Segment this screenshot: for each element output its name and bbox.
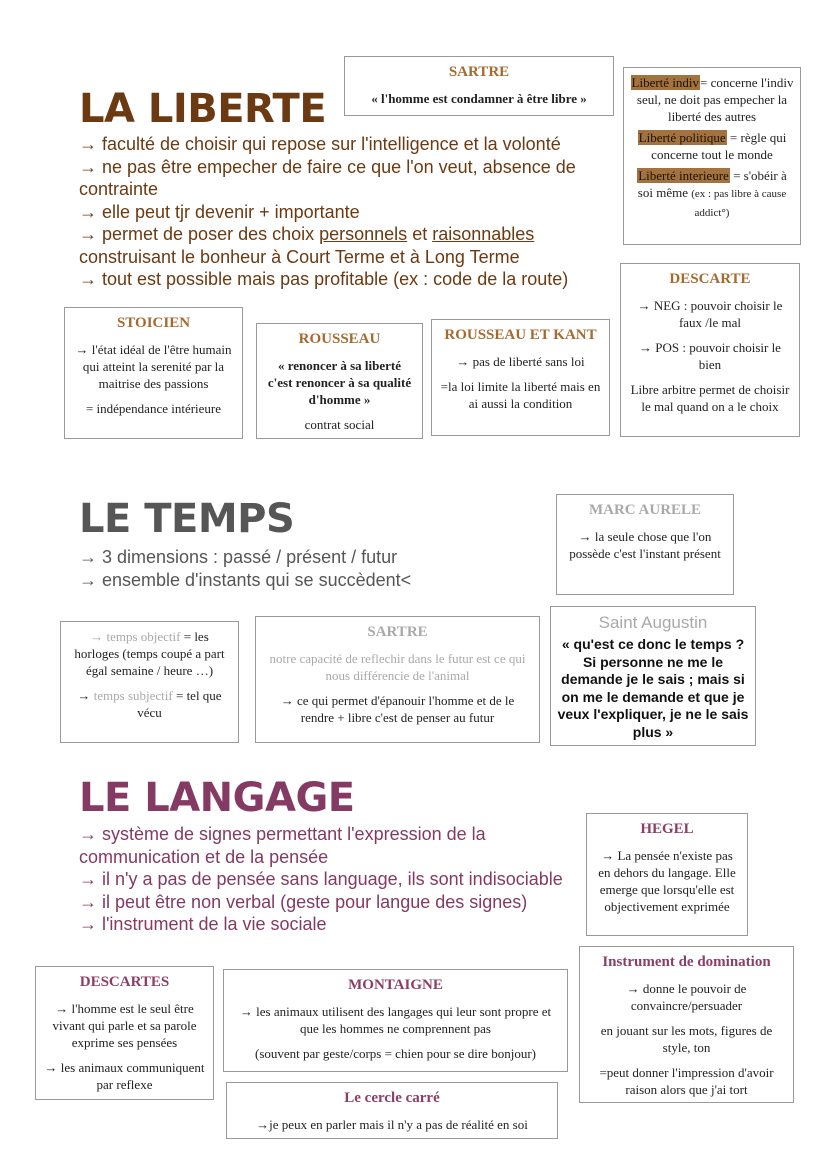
highlight-label: Liberté interieure — [638, 168, 729, 183]
liberte-bullets — [79, 133, 619, 291]
box-text: = les horloges (temps coupé a part égal semaine / heure …) — [74, 629, 225, 678]
box-title: MONTAIGNE — [348, 977, 443, 993]
liberte-title: LA LIBERTE — [79, 86, 327, 132]
marc-aurele-box — [556, 494, 734, 595]
cercle-carre-box — [226, 1082, 558, 1139]
box-title: SARTRE — [367, 624, 428, 640]
langage-title: LE LANGAGE — [79, 775, 355, 821]
temps-bullets — [79, 546, 539, 591]
descarte-box — [620, 263, 800, 437]
instrument-domination-box — [579, 946, 794, 1103]
box-text: → l'état idéal de l'être humain qui atteint la serenité par la maitrise des passions — [75, 342, 232, 391]
box-title: Instrument de domination — [602, 954, 771, 970]
box-text: =peut donner l'impression d'avoir raison alors que j'ai tort — [599, 1065, 774, 1097]
sartre-temps-box — [255, 616, 540, 743]
box-text: → les animaux communiquent par reflexe — [44, 1060, 205, 1092]
box-text: = règle qui concerne tout le monde — [651, 130, 787, 162]
rousseau-kant-box — [431, 319, 610, 436]
liberte-bullet — [79, 223, 619, 268]
langage-bullets — [79, 823, 569, 936]
box-text: contrat social — [304, 417, 375, 432]
box-text: → POS : pouvoir choisir le bien — [639, 340, 781, 372]
box-title: Le cercle carré — [344, 1090, 440, 1106]
temps-bullet: → ensemble d'instants qui se succèdent< — [79, 569, 412, 590]
liberte-bullet: → ne pas être empecher de faire ce que l'on veut, absence de contrainte — [79, 156, 576, 199]
grey-label: temps subjectif — [93, 688, 173, 703]
box-text: = concerne l'indiv seul, ne doit pas empecher la liberté des autres — [636, 75, 794, 124]
bullet-text: construisant le bonheur à Court Terme et à Long Terme — [79, 246, 520, 267]
temps-bullet: → 3 dimensions : passé / présent / futur — [79, 547, 398, 567]
box-text: notre capacité de reflechir dans le futur est ce qui nous différencie de l'animal — [269, 651, 526, 683]
box-title: Saint Augustin — [598, 613, 708, 632]
descartes-langage-box — [35, 966, 214, 1100]
liberte-bullet: → faculté de choisir qui repose sur l'intelligence et la volonté — [79, 134, 561, 154]
liberte-types-box — [623, 67, 801, 245]
underlined-word: raisonnables — [432, 224, 535, 244]
box-text: → les animaux utilisent des langages qui leur sont propre et que les hommes ne comprennent pas — [239, 1004, 552, 1036]
box-title: STOICIEN — [116, 315, 191, 331]
box-text: → ce qui permet d'épanouir l'homme et de le rendre + libre c'est de penser au futur — [280, 693, 515, 725]
box-quote: « l'homme est condamner à être libre » — [371, 91, 587, 106]
box-text: = indépendance intérieure — [85, 401, 222, 416]
box-text: =la loi limite la liberté mais en ai aussi la condition — [440, 379, 601, 411]
box-text: → La pensée n'existe pas en dehors du langage. Elle emerge que lorsqu'elle est objectivement exprimée — [598, 848, 736, 914]
arrow-text: → — [77, 688, 94, 703]
langage-bullet: → l'instrument de la vie sociale — [79, 914, 327, 934]
liberte-bullet: → tout est possible mais pas profitable (ex : code de la route) — [79, 269, 569, 289]
highlight-label: Liberté politique — [638, 130, 726, 145]
box-title: HEGEL — [640, 821, 694, 837]
hegel-box — [586, 813, 748, 936]
box-text: → pas de liberté sans loi — [456, 354, 585, 369]
liberte-bullet: → elle peut tjr devenir + importante — [79, 201, 360, 222]
box-title: MARC AURELE — [588, 502, 702, 518]
box-title: DESCARTES — [79, 974, 170, 990]
box-title: SARTRE — [448, 64, 510, 80]
stoicien-box — [64, 307, 243, 439]
box-text: en jouant sur les mots, figures de style, ton — [600, 1023, 773, 1055]
saint-augustin-box — [550, 606, 756, 746]
box-title: ROUSSEAU ET KANT — [444, 327, 597, 343]
rousseau-box — [256, 323, 423, 439]
temps-objectif-box — [60, 621, 239, 743]
box-text: = tel que vécu — [137, 688, 222, 720]
langage-bullet: → il n'y a pas de pensée sans language, ils sont indisociable — [79, 869, 563, 889]
grey-label: → temps objectif — [90, 629, 181, 644]
sartre-liberte-box — [344, 56, 614, 116]
box-text: → donne le pouvoir de convaincre/persuader — [626, 981, 747, 1013]
bullet-text: → permet de poser des choix — [79, 224, 320, 244]
box-note: (ex : pas libre à cause addict°) — [691, 188, 787, 219]
box-quote: « renoncer à sa liberté c'est renoncer à sa qualité d'homme » — [267, 358, 412, 407]
box-text: →je peux en parler mais il n'y a pas de réalité en soi — [256, 1117, 528, 1132]
box-text: → l'homme est le seul être vivant qui parle et sa parole exprime ses pensées — [52, 1001, 197, 1050]
langage-bullet: → système de signes permettant l'expression de la communication et de la pensée — [79, 824, 486, 867]
bullet-text: et — [407, 224, 433, 244]
montaigne-box — [223, 969, 568, 1072]
box-text: Libre arbitre permet de choisir le mal quand on a le choix — [630, 382, 790, 414]
box-text: → NEG : pouvoir choisir le faux /le mal — [637, 298, 783, 330]
box-text: (souvent par geste/corps = chien pour se dire bonjour) — [255, 1046, 536, 1061]
box-title: DESCARTE — [669, 271, 751, 287]
highlight-label: Liberté indiv — [631, 75, 700, 90]
box-quote: « qu'est ce donc le temps ? Si personne ne me le demande je le sais ; mais si on me le demande et que je veux l'expliquer, je ne le sais plus » — [557, 636, 749, 740]
underlined-word: personnels — [319, 224, 408, 244]
box-text: = s'obéir à soi même — [637, 168, 787, 200]
langage-bullet: → il peut être non verbal (geste pour langue des signes) — [79, 891, 528, 912]
temps-title: LE TEMPS — [79, 496, 295, 542]
box-text: → la seule chose que l'on possède c'est l'instant présent — [569, 529, 721, 561]
box-title: ROUSSEAU — [298, 331, 381, 347]
